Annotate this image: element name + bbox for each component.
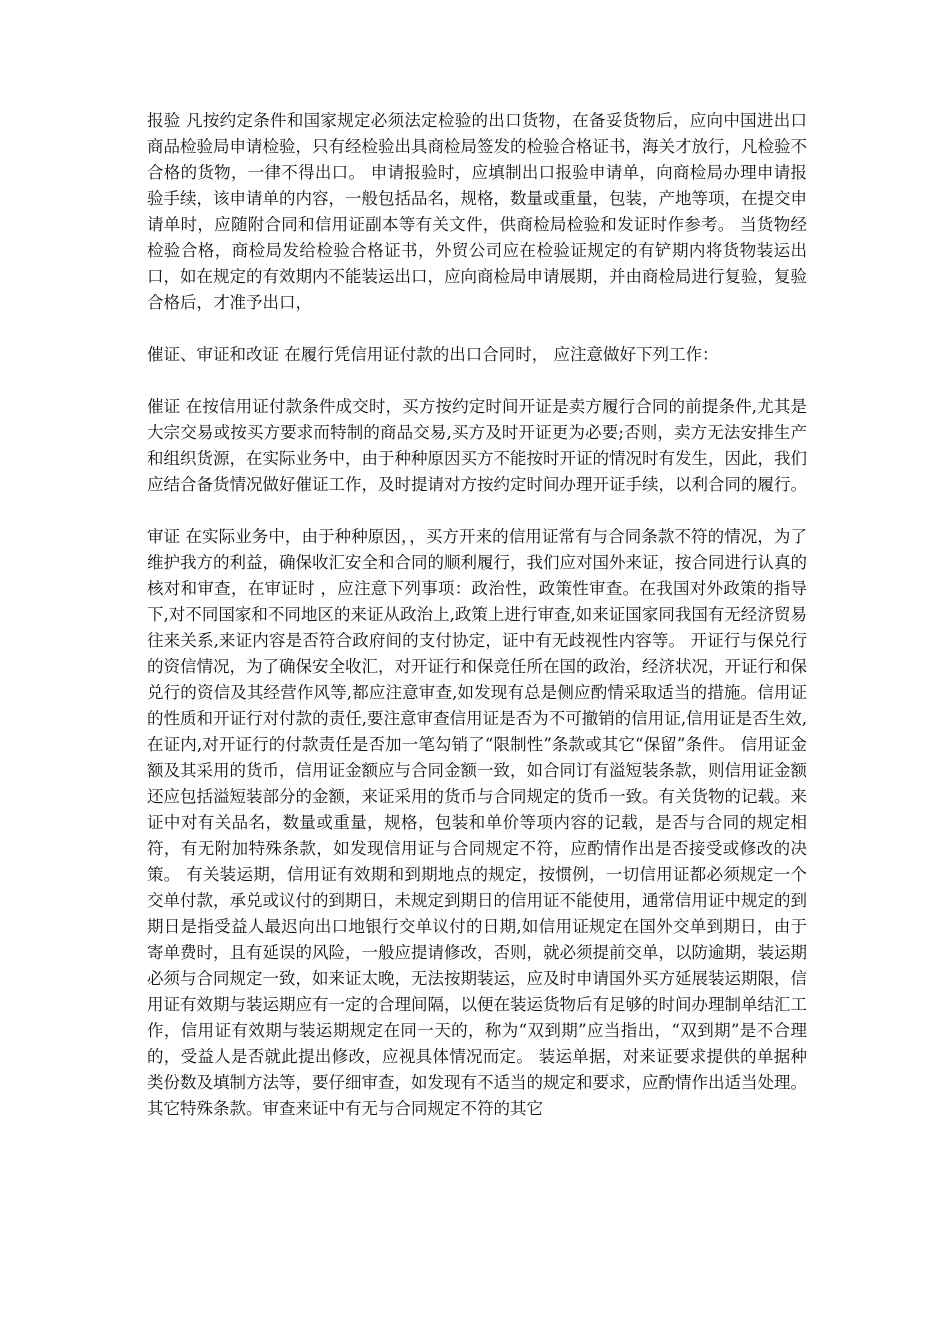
paragraph-lc-overview: 催证、审证和改证 在履行凭信用证付款的出口合同时， 应注意做好下列工作： bbox=[147, 345, 719, 364]
paragraph-examining-lc: 审证 在实际业务中，由于种种原因，，买方开来的信用证常有与合同条款不符的情况，为了维护我方的利益，确保收汇安全和合同的顺利履行，我们应对国外来证，按合同进行认真的核对和审查，在审证时 ，应注意下列事项：政治性，政策性审查。在我国对外政策的指导下,对不同国家和不同地区的来证从政治上,政策上进行审查,如来证国家同我国有无经济贸易往来关系,来证内容是否符合政府间的支付协定，证中有无歧视性内容等。 开证行与保兑行的资信情况，为了确保安全收汇，对开证行和保竞任所在国的政治，经济状况，开证行和保兑行的资信及其经营作风等,都应注意审查,如发现有总是侧应酌情采取适当的措施。信用证的性质和开证行对付款的责任,要注意审查信用证是否为不可撤销的信用证,信用证是否生效,在证内,对开证行的付款责任是否加一笔勾销了“限制性”条款或其它“保留”条件。 信用证金额及其采用的货币，信用证金额应与合同金额一致，如合同订有溢短装条款，则信用证金额还应包括溢短装部分的金额，来证采用的货币与合同规定的货币一致。有关货物的记载。来证中对有关品名，数量或重量，规格，包装和单价等项内容的记载，是否与合同的规定相符，有无附加特殊条款，如发现信用证与合同规定不符，应酌情作出是否接受或修改的决策。 有关装运期，信用证有效期和到期地点的规定，按惯例，一切信用证都必须规定一个交单付款，承兑或议付的到期日，未规定到期日的信用证不能使用，通常信用证中规定的到期日是指受益人最迟向出口地银行交单议付的日期,如信用证规定在国外交单到期日，由于寄单费时，且有延误的风险，一般应提请修改，否则，就必须提前交单，以防逾期，装运期必须与合同规定一致，如来证太晚，无法按期装运，应及时申请国外买方延展装运期限，信用证有效期与装运期应有一定的合理间隔，以便在装运货物后有足够的时间办理制单结汇工作，信用证有效期与装运期规定在同一天的，称为“双到期”应当指出，“双到期”是不合理的，受益人是否就此提出修改，应视具体情况而定。 装运单据，对来证要求提供的单据种类份数及填制方法等，要仔细审查，如发现有不适当的规定和要求，应酌情作出适当处理。 其它特殊条款。审查来证中有无与合同规定不符的其它 bbox=[147, 527, 813, 1118]
document-body bbox=[147, 108, 813, 1148]
paragraph-inspection: 报验 凡按约定条件和国家规定必须法定检验的出口货物，在备妥货物后，应向中国进出口商品检验局申请检验，只有经检验出具商检局签发的检验合格证书，海关才放行，凡检验不合格的货物，一律不得出口。 申请报验时，应填制出口报验申请单，向商检局办理申请报验手续，该申请单的内容，一般包括品名，规格，数量或重量，包装，产地等项，在提交申请单时，应随附合同和信用证副本等有关文件，供商检局检验和发证时作参考。 当货物经检验合格，商检局发给检验合格证书，外贸公司应在检验证规定的有铲期内将货物装运出口，如在规定的有效期内不能装运出口，应向商检局申请展期，并由商检局进行复验，复验合格后，才准予出口， bbox=[147, 111, 807, 312]
paragraph-urging-lc: 催证 在按信用证付款条件成交时，买方按约定时间开证是卖方履行合同的前提条件,尤其是大宗交易或按买方要求而特制的商品交易,买方及时开证更为必要;否则，卖方无法安排生产和组织货源，在实际业务中，由于种种原因买方不能按时开证的情况时有发生，因此，我们应结合备货情况做好催证工作，及时提请对方按约定时间办理开证手续，以利合同的履行。 bbox=[147, 397, 807, 494]
